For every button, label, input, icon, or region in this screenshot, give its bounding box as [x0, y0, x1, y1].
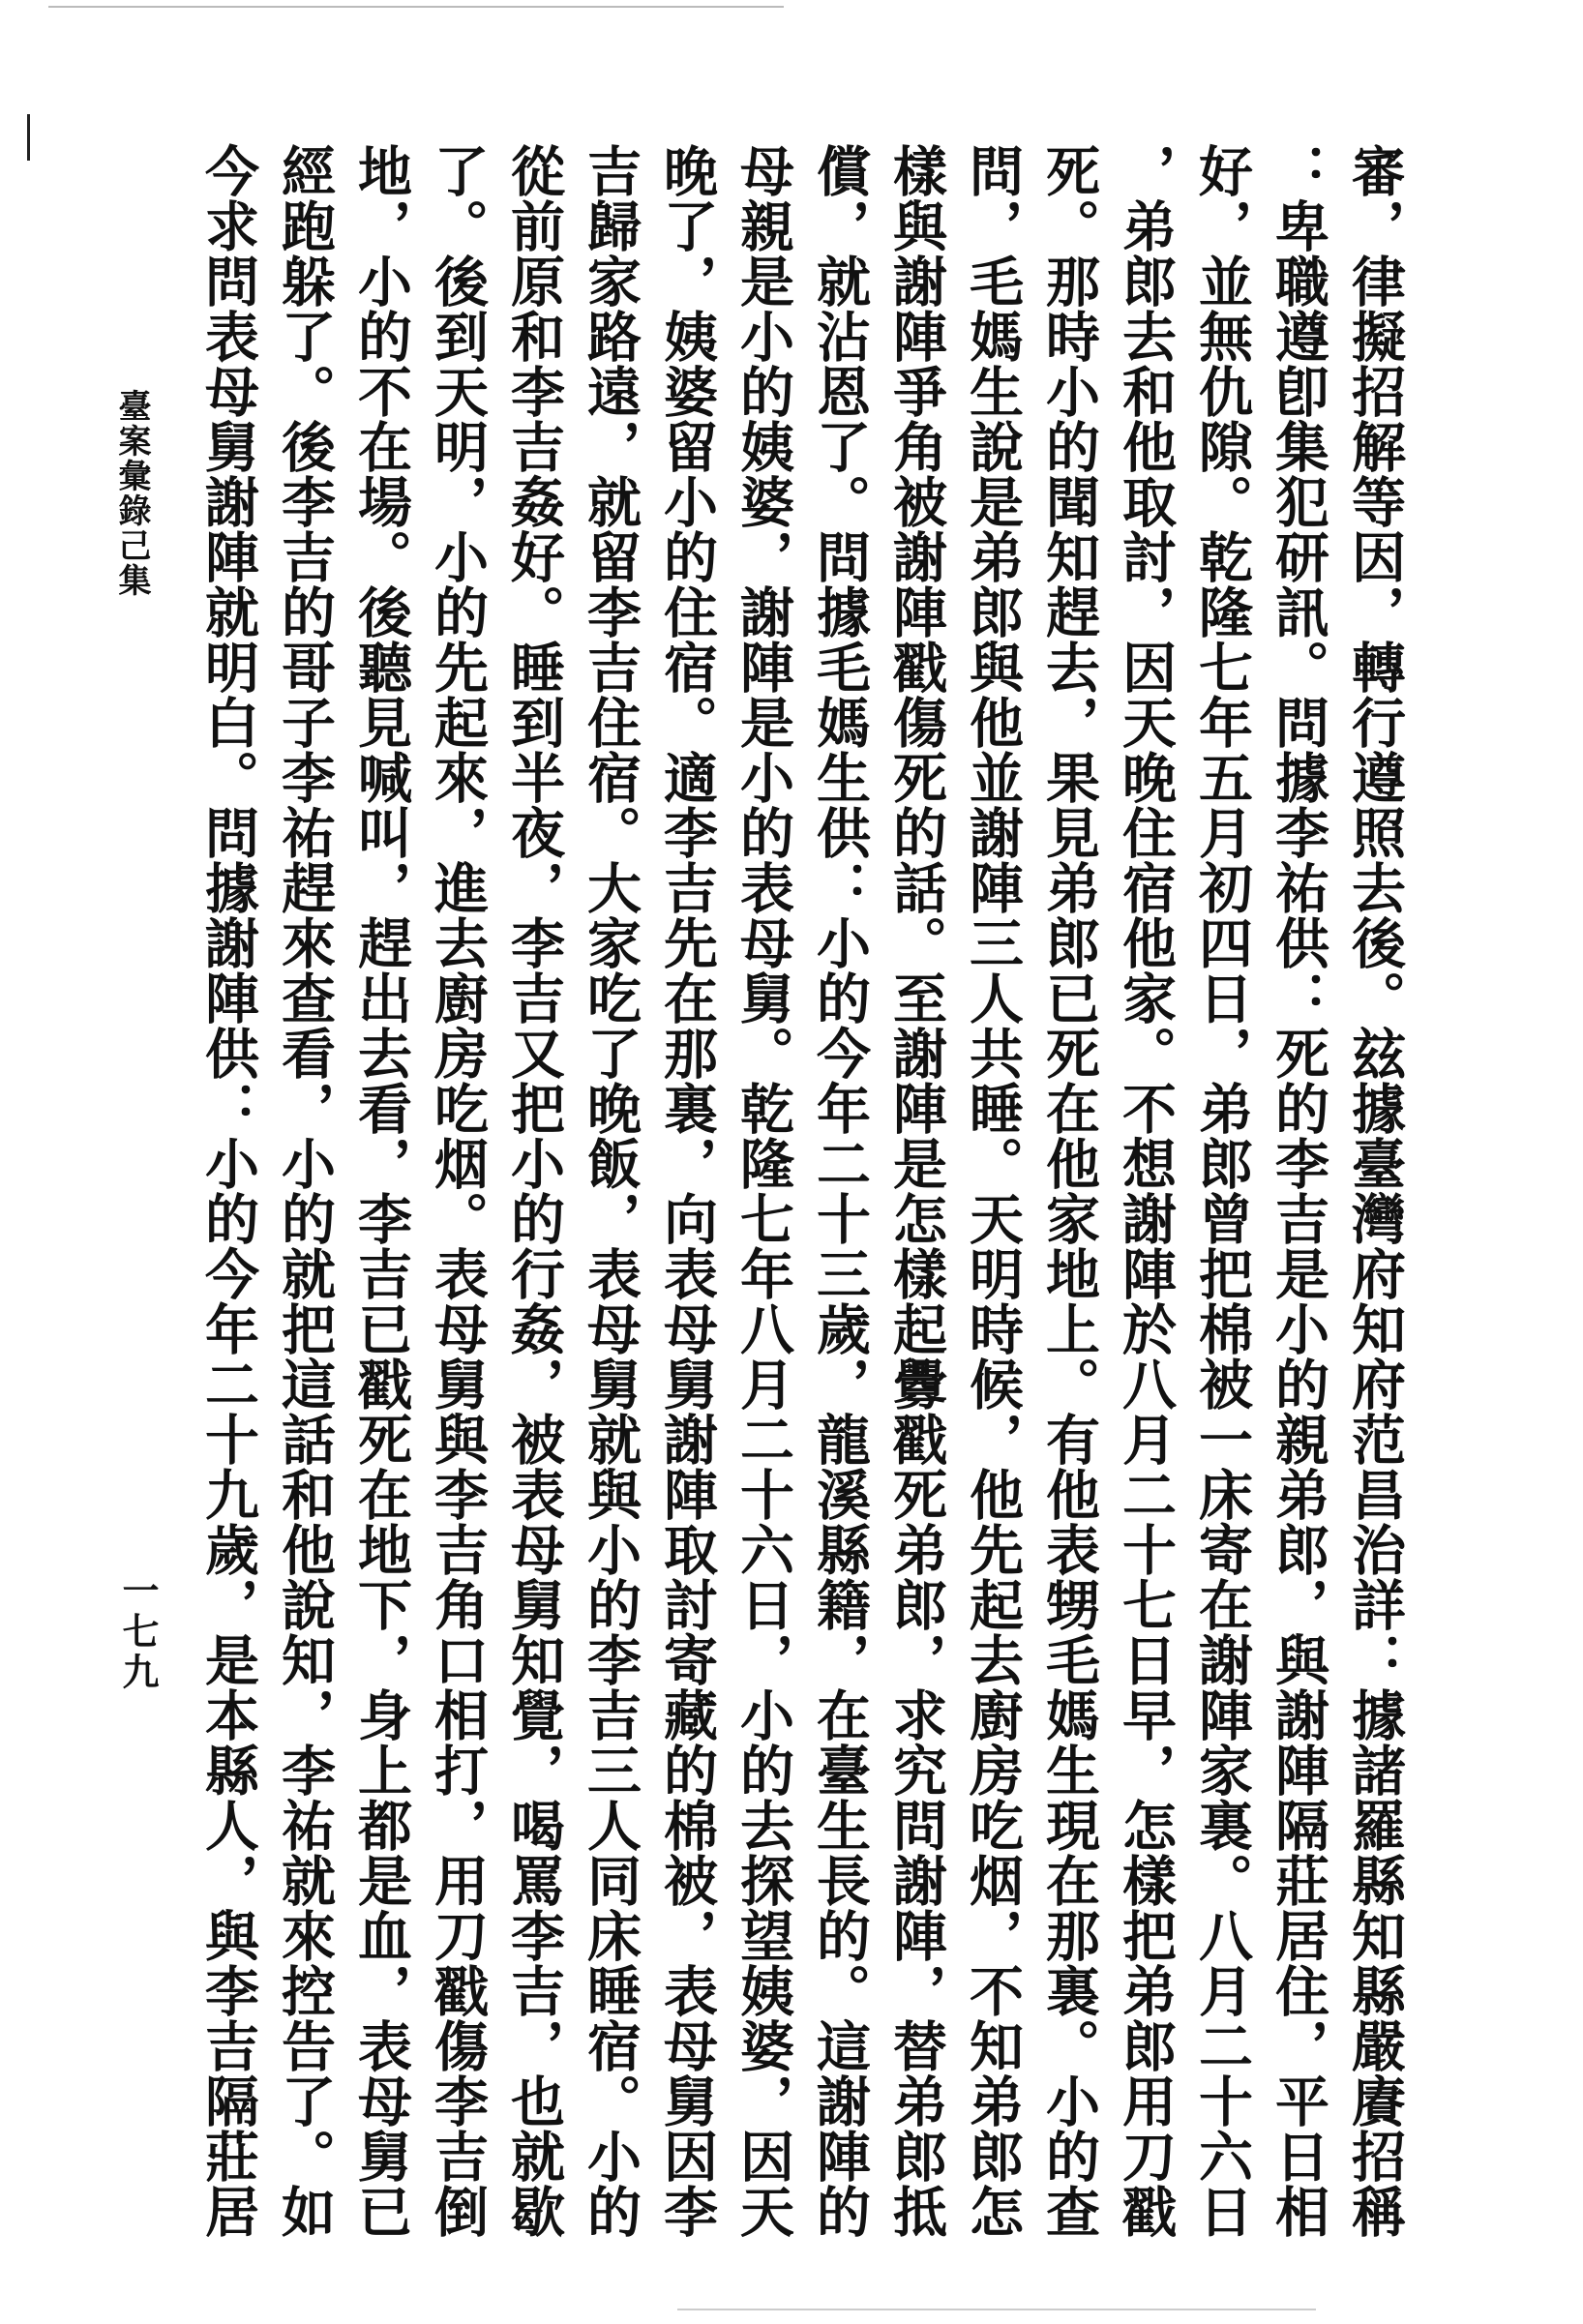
text-column: ：卑職遵卽集犯研訊。問據李祐供：死的李吉是小的親弟郎，與謝陣隔莊居住，平日相 [1267, 143, 1330, 2239]
text-column: 了。後到天明，小的先起來，進去廚房吃烟。表母舅與李吉角口相打，用刀戳傷李吉倒 [426, 143, 490, 2239]
margin-mark [27, 114, 30, 161]
text-column: 母親是小的姨婆，謝陣是小的表母舅。乾隆七年八月二十六日，小的去探望姨婆，因天 [732, 143, 795, 2239]
text-column: 今求問表母舅謝陣就明白。問據謝陣供：小的今年二十九歲，是本縣人，與李吉隔莊居 [196, 143, 260, 2239]
scan-edge-top [48, 6, 784, 8]
text-column: 審，律擬招解等因，轉行遵照去後。玆據臺灣府知府范昌治詳：據諸羅縣知縣嚴賡招稱 [1343, 143, 1407, 2239]
text-column: 經跑躲了。後李吉的哥子李祐趕來查看，小的就把這話和他說知，李祐就來控告了。如 [273, 143, 337, 2239]
page-body-text [190, 143, 1413, 2252]
text-column: ，弟郎去和他取討，因天晚住宿他家。不想謝陣於八月二十七日早，怎樣把弟郎用刀戳 [1114, 143, 1178, 2239]
text-column: 問，毛媽生說是弟郎與他並謝陣三人共睡。天明時候，他先起去廚房吃烟，不知弟郎怎 [961, 143, 1025, 2239]
text-column: 死。那時小的聞知趕去，果見弟郎已死在他家地上。有他表甥毛媽生現在那裏。小的查 [1037, 143, 1101, 2239]
text-column: 好，並無仇隙。乾隆七年五月初四日，弟郎曾把棉被一床寄在謝陣家裏。八月二十六日 [1190, 143, 1254, 2239]
text-column: 晚了，姨婆留小的住宿。適李吉先在那裏，向表母舅謝陣取討寄藏的棉被，表母舅因李 [655, 143, 719, 2239]
running-head: 臺案彙錄己集 [112, 389, 151, 598]
text-column: 從前原和李吉姦好。睡到半夜，李吉又把小的行姦，被表母舅知覺，喝罵李吉，也就歇 [502, 143, 566, 2239]
text-column: 地，小的不在場。後聽見喊叫，趕出去看，李吉已戳死在地下，身上都是血，表母舅已 [349, 143, 413, 2239]
page-number: 一七九 [116, 1571, 160, 1693]
text-column: 償，就沾恩了。問據毛媽生供：小的今年二十三歲，龍溪縣籍，在臺生長的。這謝陣的 [808, 143, 872, 2239]
scan-edge-bottom [677, 2309, 1316, 2310]
text-column: 樣與謝陣爭角被謝陣戳傷死的話。至謝陣是怎樣起釁戳死弟郎，求究問謝陣，替弟郎抵 [884, 143, 948, 2239]
text-column: 吉歸家路遠，就留李吉住宿。大家吃了晚飯，表母舅就與小的李吉三人同床睡宿。小的 [579, 143, 642, 2239]
